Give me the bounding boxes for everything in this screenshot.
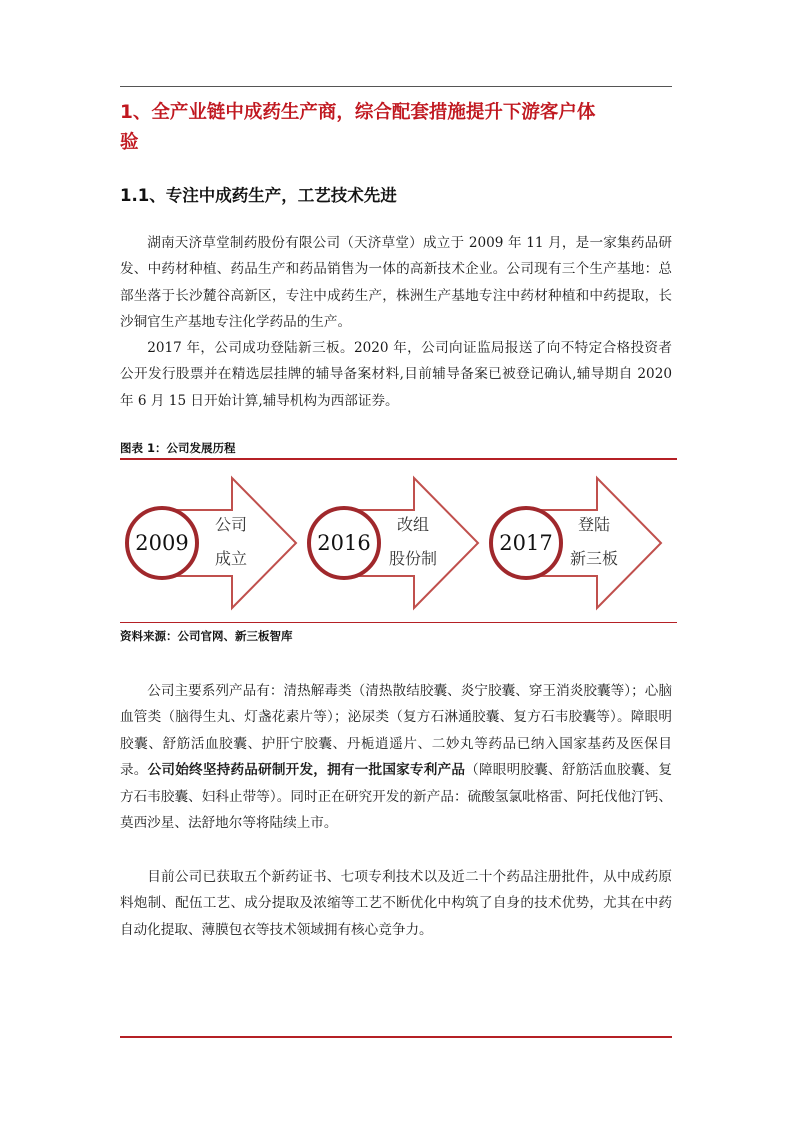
milestone-year: 2017	[499, 531, 553, 555]
milestone-2017	[491, 478, 661, 608]
section-title	[120, 98, 676, 158]
timeline-diagram	[120, 470, 677, 616]
milestone-2009	[127, 478, 296, 608]
milestone-year: 2009	[135, 531, 189, 555]
milestone-year: 2016	[317, 531, 371, 555]
figure-source: 资料来源：公司官网、新三板智库	[120, 629, 293, 643]
section-title-line1: 1、全产业链中成药生产商，综合配套措施提升下游客户体	[120, 102, 596, 123]
subsection-title: 1.1、专注中成药生产，工艺技术先进	[120, 186, 397, 205]
products-text-b: （障眼明胶囊、舒筋活血胶囊、复方石韦胶囊、妇科止带等）。同时正在研究开发的新产品：硫酸氢氯吡格雷、阿托伐他汀钙、莫西沙星、法舒地尔等将陆续上市。	[120, 762, 673, 832]
products-highlight: 公司始终坚持药品研制开发，拥有一批国家专利产品	[147, 762, 466, 779]
products-text-a: 公司主要系列产品有：清热解毒类（清热散结胶囊、炎宁胶囊、穿王消炎胶囊等）；心脑血管类（脑得生丸、灯盏花素片等）；泌尿类（复方石淋通胶囊、复方石韦胶囊等）。障眼明胶囊、舒筋活血胶囊、护肝宁胶囊、丹栀逍遥片、二妙丸等药品已纳入国家基药及医保目录。	[120, 683, 672, 779]
figure-caption: 图表 1：公司发展历程	[120, 441, 236, 455]
milestone-label-line1: 登陆	[577, 515, 611, 534]
milestone-2016	[309, 478, 478, 608]
paragraph-products	[120, 678, 672, 836]
figure-top-rule	[120, 458, 677, 460]
paragraph-company-intro: 湖南天济草堂制药股份有限公司（天济草堂）成立于 2009 年 11 月，是一家集药品研发、中药材种植、药品生产和药品销售为一体的高新技术企业。公司现有三个生产基地：总部坐落于长沙麓谷高新区，专注中成药生产，株洲生产基地专注中药材种植和中药提取，长沙铜官生产基地专注化学药品的生产。	[120, 235, 672, 331]
section-title-line2: 验	[120, 132, 139, 153]
paragraph-listing: 2017 年，公司成功登陆新三板。2020 年，公司向证监局报送了向不特定合格投资者公开发行股票并在精选层挂牌的辅导备案材料,目前辅导备案已被登记确认,辅导期自 2020 年 6 月 15 日开始计算,辅导机构为西部证券。	[120, 340, 672, 409]
milestone-label-line1: 公司	[214, 515, 248, 534]
footer-rule	[120, 1036, 672, 1038]
figure-bottom-rule	[120, 622, 677, 623]
header-rule	[120, 86, 672, 87]
milestone-label-line2: 成立	[214, 549, 248, 568]
milestone-label-line1: 改组	[396, 515, 430, 534]
milestone-label-line2: 新三板	[569, 549, 619, 568]
paragraph-certificates: 目前公司已获取五个新药证书、七项专利技术以及近二十个药品注册批件，从中成药原料炮制、配伍工艺、成分提取及浓缩等工艺不断优化中构筑了自身的技术优势，尤其在中药自动化提取、薄膜包衣等技术领域拥有核心竞争力。	[120, 869, 672, 938]
milestone-label-line2: 股份制	[388, 549, 438, 568]
